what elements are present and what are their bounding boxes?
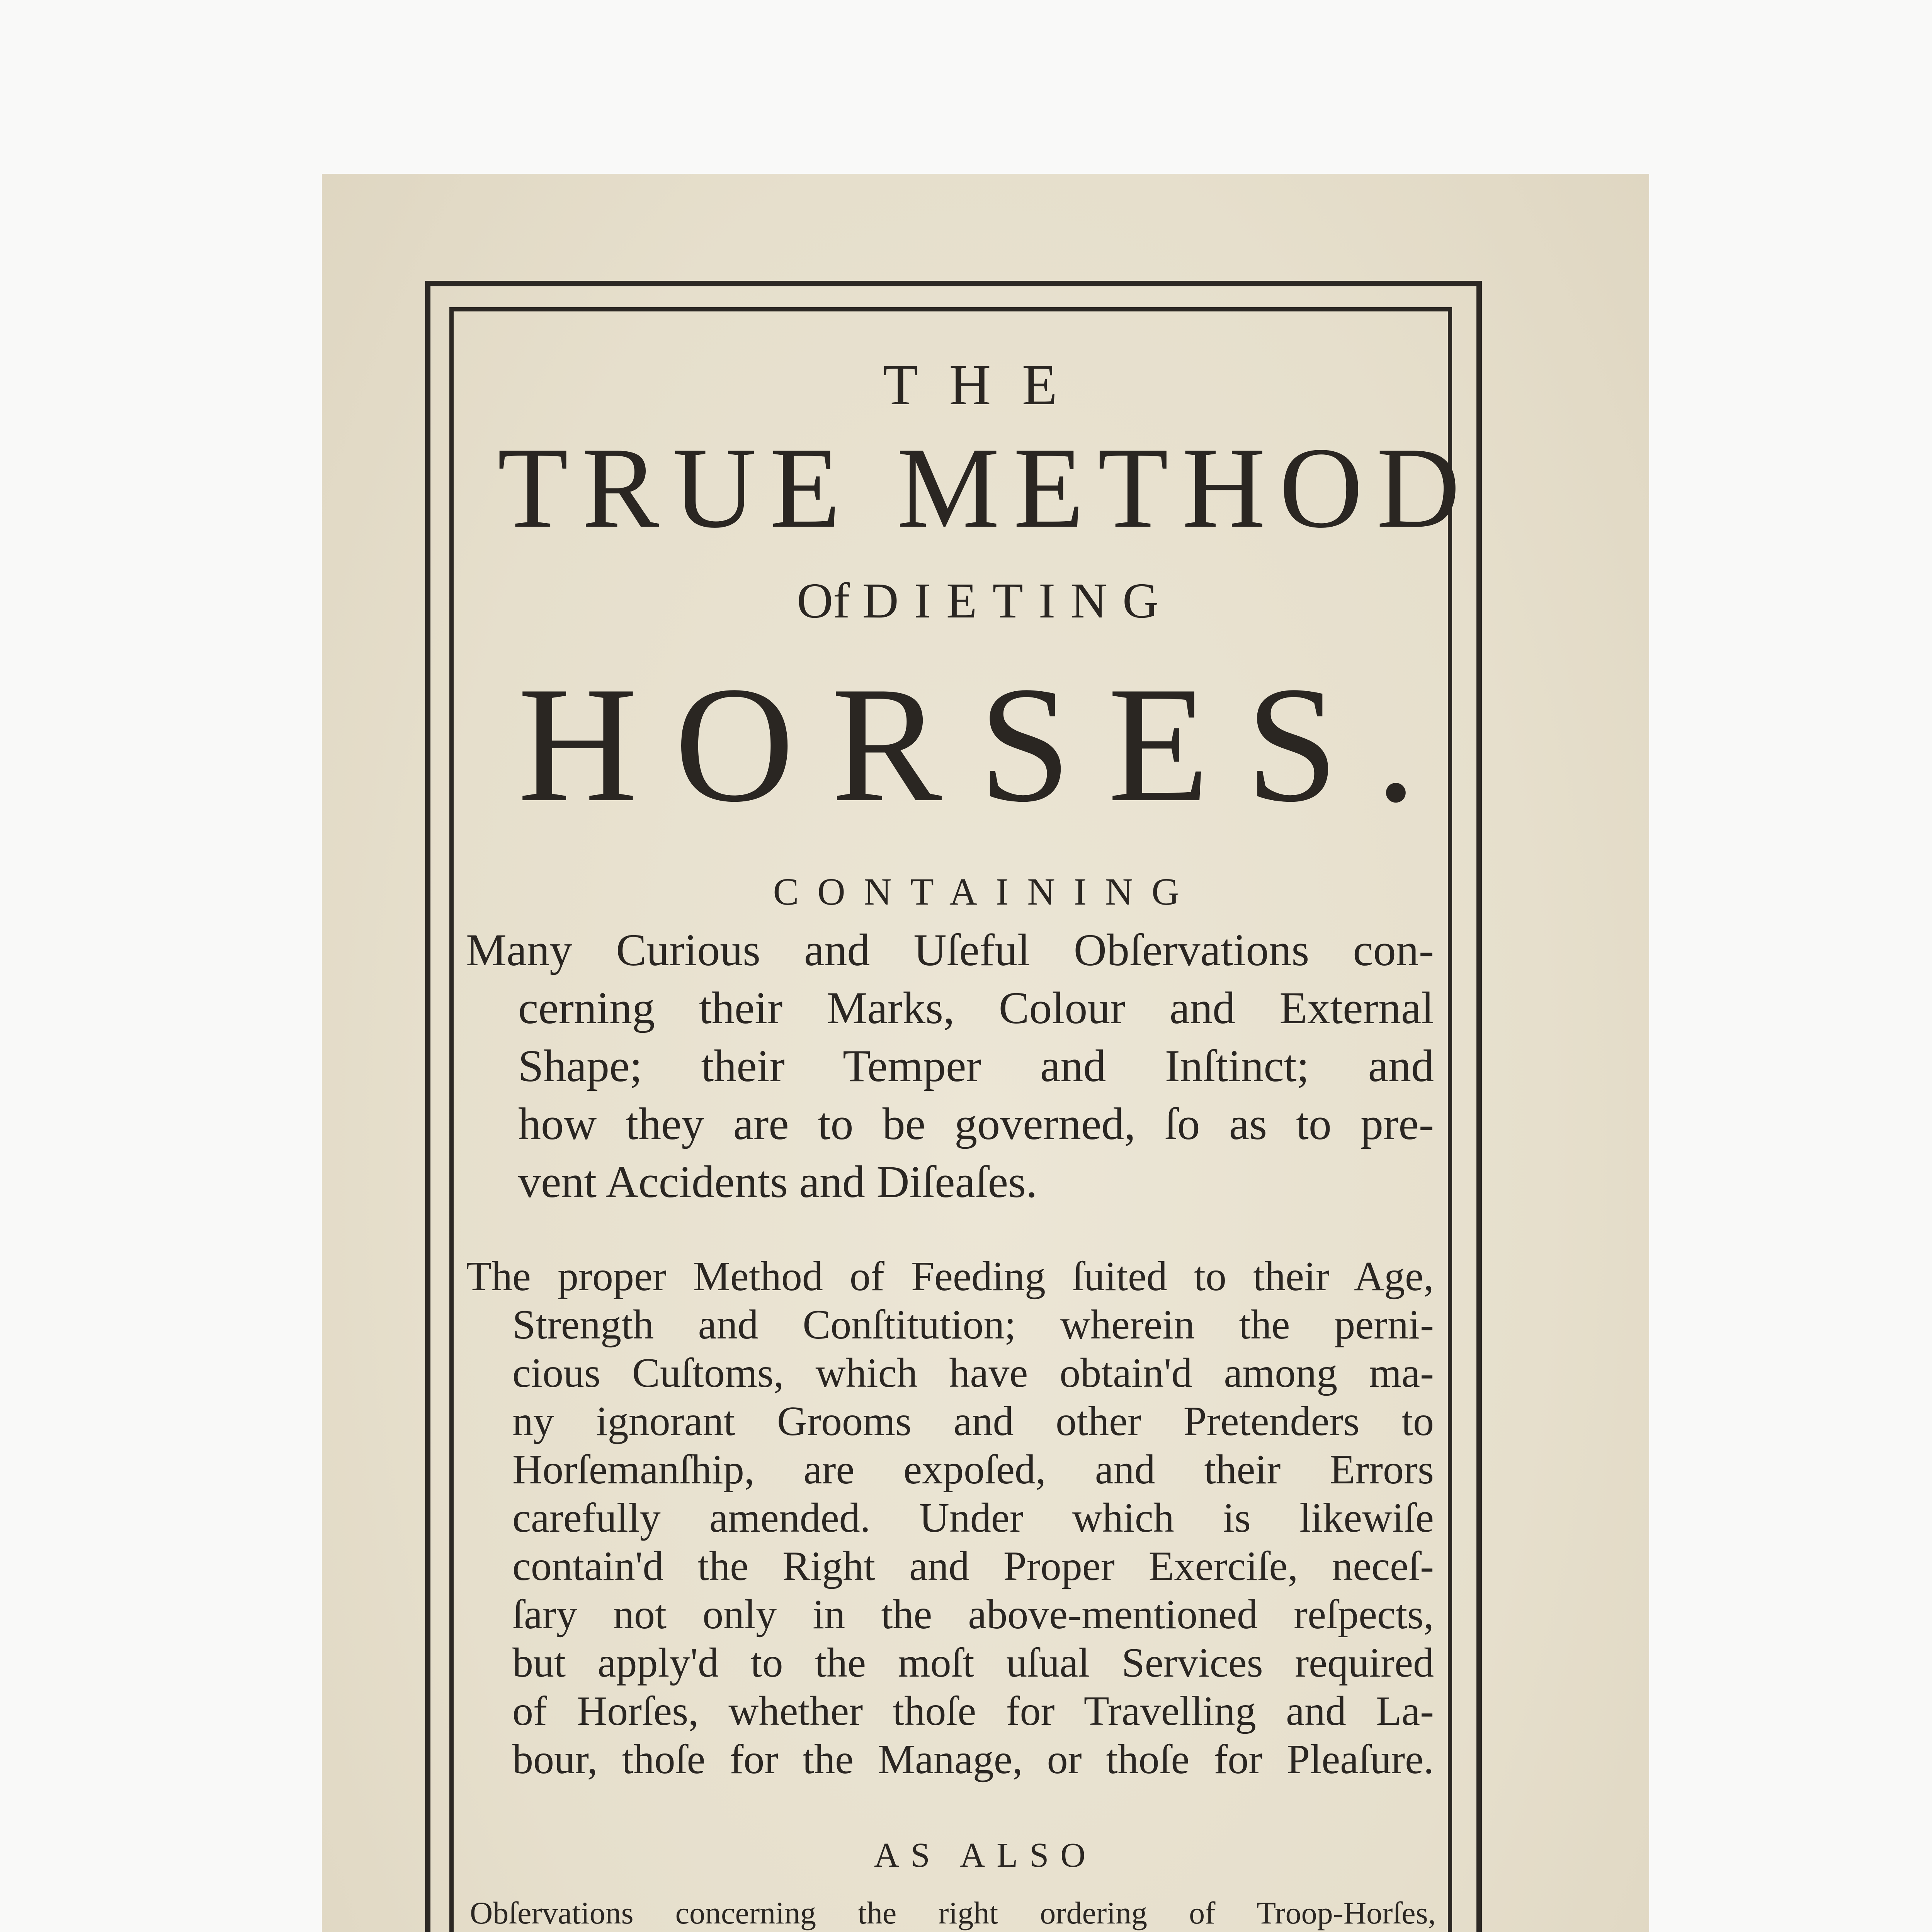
para2-line-5: Horſemanſhip, are expoſed, and their Errors (512, 1447, 1434, 1493)
imprint-container (322, 174, 1649, 1932)
para2-line-9: but apply'd to the moſt uſual Services required (512, 1640, 1434, 1686)
para2-line-6: carefully amended. Under which is likewiſe (512, 1495, 1434, 1541)
para2-line-4: ny ignorant Grooms and other Pretenders to (512, 1398, 1434, 1444)
containing-label: CONTAINING (773, 870, 1198, 913)
para1-line-1: Many Curious and Uſeful Obſervations con- (466, 925, 1434, 975)
title-horses: HORSES. (517, 653, 1454, 837)
para1-line-4: how they are to be governed, ſo as to pre- (518, 1099, 1434, 1149)
para2-line-3: cious Cuſtoms, which have obtain'd among ma- (512, 1350, 1434, 1396)
para1-line-5: vent Accidents and Diſeaſes. (518, 1156, 1037, 1207)
para3-line-1: Obſervations concerning the right ordering of Troop-Horſes, (470, 1895, 1436, 1930)
para1-line-2: cerning their Marks, Colour and External (518, 983, 1434, 1033)
dieting-word: DIETING (862, 573, 1174, 629)
title-true-method: TRUE METHOD (497, 423, 1474, 552)
title-the: THE (883, 353, 1088, 417)
para1-line-3: Shape; their Temper and Inſtinct; and (518, 1041, 1434, 1091)
para2-line-2: Strength and Conſtitution; wherein the perni- (512, 1302, 1434, 1348)
para2-line-8: ſary not only in the above-mentioned reſpects, (512, 1592, 1434, 1638)
para2-line-7: contain'd the Right and Proper Exerciſe, neceſ- (512, 1543, 1434, 1589)
para2-line-1: The proper Method of Feeding ſuited to their Age, (466, 1253, 1434, 1299)
para2-line-10: of Horſes, whether thoſe for Travelling and La- (512, 1688, 1434, 1734)
as-also-label: AS ALSO (874, 1836, 1097, 1874)
of-prefix: Of (797, 573, 850, 629)
para2-line-11: bour, thoſe for the Manage, or thoſe for Pleaſure. (512, 1736, 1434, 1782)
